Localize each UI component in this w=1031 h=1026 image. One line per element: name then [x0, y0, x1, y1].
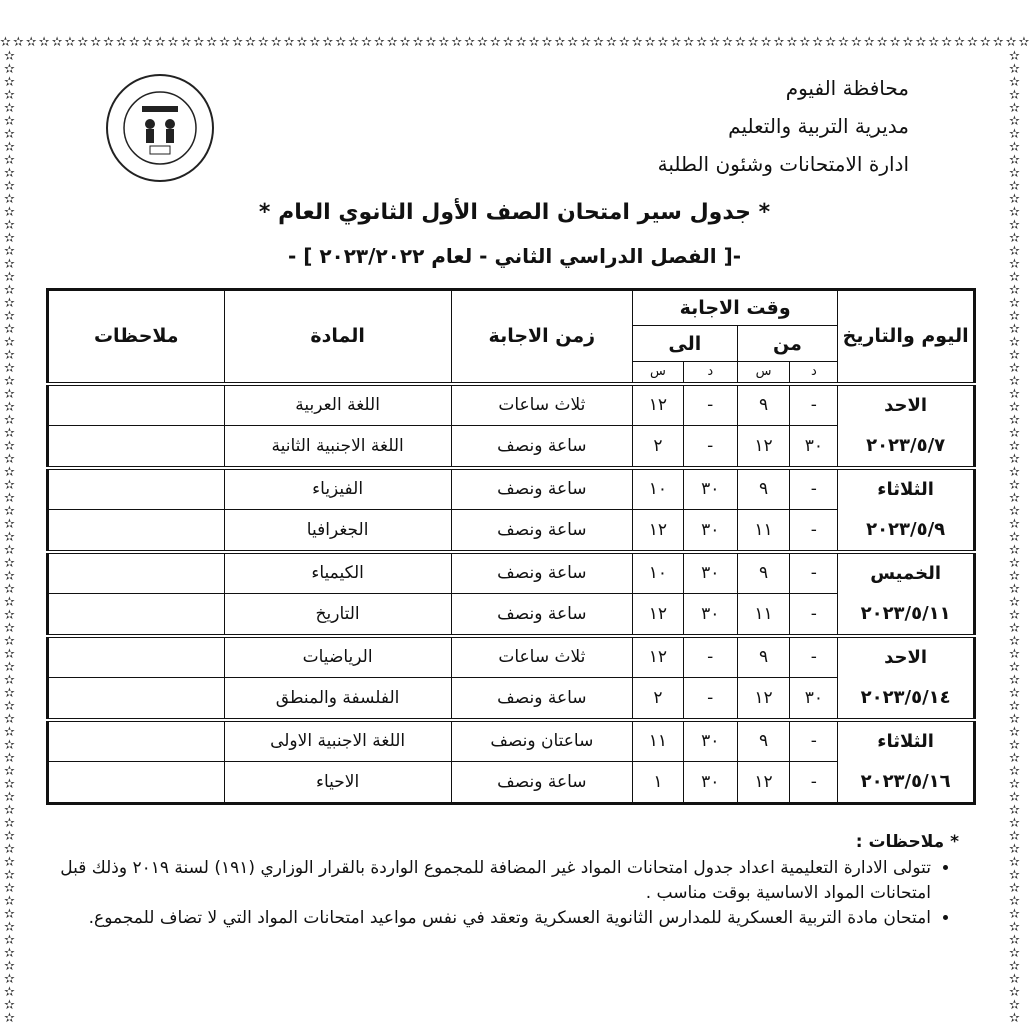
to-hr-cell: ١٠: [633, 468, 684, 510]
exam-date: ٢٠٢٣/٥/٩: [866, 518, 946, 540]
subject-cell: التاريخ: [224, 594, 451, 636]
from-min-cell: -: [790, 594, 838, 636]
subject-cell: الجغرافيا: [224, 510, 451, 552]
from-min-cell: -: [790, 468, 838, 510]
duration-cell: ساعة ونصف: [451, 468, 632, 510]
day-name: الثلاثاء: [877, 730, 934, 752]
header-day-date: اليوم والتاريخ: [838, 290, 975, 384]
notes-section: [50, 832, 959, 931]
from-min-cell: -: [790, 720, 838, 762]
header-to: الى: [633, 326, 738, 362]
star-border-left: ✫✫✫✫✫✫✫✫✫✫✫✫✫✫✫✫✫✫✫✫✫✫✫✫✫✫✫✫✫✫✫✫✫✫✫✫✫✫✫✫✫✫✫✫✫✫✫✫✫✫✫✫✫✫✫✫✫✫✫✫✫✫✫✫✫✫✫✫✫✫✫✫✫✫✫: [4, 49, 15, 1026]
header-notes: ملاحظات: [48, 290, 225, 384]
to-min-cell: ٣٠: [683, 594, 737, 636]
to-hr-cell: ٢: [633, 678, 684, 720]
from-hr-cell: ٩: [737, 552, 790, 594]
to-min-cell: -: [683, 678, 737, 720]
header-answer-time: وقت الاجابة: [633, 290, 838, 326]
from-hr-cell: ٩: [737, 636, 790, 678]
day-date-cell: [838, 552, 975, 636]
notes-cell: [48, 384, 225, 426]
duration-cell: ساعة ونصف: [451, 594, 632, 636]
duration-cell: ساعتان ونصف: [451, 720, 632, 762]
day-name: الخميس: [870, 562, 941, 584]
from-min-cell: ٣٠: [790, 678, 838, 720]
from-min-cell: -: [790, 510, 838, 552]
to-min-cell: ٣٠: [683, 468, 737, 510]
duration-cell: ساعة ونصف: [451, 762, 632, 804]
header-from-minute: د: [790, 362, 838, 384]
star-border-top: ✫✫✫✫✫✫✫✫✫✫✫✫✫✫✫✫✫✫✫✫✫✫✫✫✫✫✫✫✫✫✫✫✫✫✫✫✫✫✫✫✫✫✫✫✫✫✫✫✫✫✫✫✫✫✫✫✫✫✫✫✫✫✫✫✫✫✫✫✫✫✫✫✫✫✫✫✫✫✫✫: [0, 35, 1031, 50]
table-row: [48, 468, 975, 510]
day-date-cell: [838, 636, 975, 720]
note-item: • امتحان مادة التربية العسكرية للمدارس الثانوية العسكرية وتعقد في نفس مواعيد امتحانات المواد التي لا تضاف للمجموع.: [50, 906, 931, 931]
to-hr-cell: ٢: [633, 426, 684, 468]
table-row: [48, 552, 975, 594]
department: ادارة الامتحانات وشئون الطلبة: [657, 152, 909, 176]
from-hr-cell: ٩: [737, 384, 790, 426]
duration-cell: ساعة ونصف: [451, 510, 632, 552]
to-min-cell: ٣٠: [683, 552, 737, 594]
from-hr-cell: ١٢: [737, 678, 790, 720]
from-min-cell: -: [790, 552, 838, 594]
from-min-cell: -: [790, 762, 838, 804]
to-min-cell: ٣٠: [683, 762, 737, 804]
subject-cell: اللغة الاجنبية الثانية: [224, 426, 451, 468]
table-row: [48, 510, 975, 552]
day-name: الاحد: [884, 646, 928, 668]
notes-cell: [48, 552, 225, 594]
to-min-cell: -: [683, 426, 737, 468]
subject-cell: الفيزياء: [224, 468, 451, 510]
subject-cell: الكيمياء: [224, 552, 451, 594]
notes-cell: [48, 468, 225, 510]
notes-cell: [48, 678, 225, 720]
page-subtitle: -[ الفصل الدراسي الثاني - لعام ٢٠٢٣/٢٠٢٢ ] -: [287, 244, 742, 268]
from-min-cell: -: [790, 384, 838, 426]
day-name: الثلاثاء: [877, 478, 934, 500]
from-hr-cell: ١٢: [737, 762, 790, 804]
to-hr-cell: ١: [633, 762, 684, 804]
table-row: [48, 594, 975, 636]
note-item: • تتولى الادارة التعليمية اعداد جدول امتحانات المواد غير المضافة للمجموع الواردة بالقرار الوزاري (١٩١) لسنة ٢٠١٩ وذلك قبل امتحانات المواد الاساسية بوقت مناسب .: [50, 856, 931, 906]
notes-cell: [48, 426, 225, 468]
exam-date: ٢٠٢٣/٥/١١: [860, 602, 951, 624]
exam-date: ٢٠٢٣/٥/٧: [866, 434, 946, 456]
governorate: محافظة الفيوم: [785, 76, 909, 100]
subject-cell: اللغة العربية: [224, 384, 451, 426]
to-min-cell: ٣٠: [683, 720, 737, 762]
notes-cell: [48, 762, 225, 804]
notes-cell: [48, 720, 225, 762]
duration-cell: ساعة ونصف: [451, 678, 632, 720]
duration-cell: ثلاث ساعات: [451, 384, 632, 426]
table-row: [48, 384, 975, 426]
table-row: [48, 426, 975, 468]
from-hr-cell: ١١: [737, 594, 790, 636]
exam-schedule-table: [46, 288, 976, 805]
day-date-cell: [838, 720, 975, 804]
to-hr-cell: ١١: [633, 720, 684, 762]
notes-heading: * ملاحظات :: [855, 832, 959, 852]
day-date-cell: [838, 468, 975, 552]
table-row: [48, 720, 975, 762]
exam-date: ٢٠٢٣/٥/١٦: [860, 770, 951, 792]
duration-cell: ثلاث ساعات: [451, 636, 632, 678]
to-min-cell: -: [683, 636, 737, 678]
to-hr-cell: ١٢: [633, 636, 684, 678]
header-from: من: [737, 326, 838, 362]
from-min-cell: ٣٠: [790, 426, 838, 468]
subject-cell: الفلسفة والمنطق: [224, 678, 451, 720]
notes-cell: [48, 510, 225, 552]
subject-cell: اللغة الاجنبية الاولى: [224, 720, 451, 762]
to-min-cell: -: [683, 384, 737, 426]
from-hr-cell: ١٢: [737, 426, 790, 468]
header-subject: المادة: [224, 290, 451, 384]
table-row: [48, 762, 975, 804]
from-hr-cell: ١١: [737, 510, 790, 552]
day-date-cell: [838, 384, 975, 468]
subject-cell: الرياضيات: [224, 636, 451, 678]
to-hr-cell: ١٠: [633, 552, 684, 594]
subject-cell: الاحياء: [224, 762, 451, 804]
header-from-hour: س: [737, 362, 790, 384]
from-hr-cell: ٩: [737, 468, 790, 510]
directorate: مديرية التربية والتعليم: [728, 114, 909, 138]
from-hr-cell: ٩: [737, 720, 790, 762]
notes-cell: [48, 594, 225, 636]
header-to-hour: س: [633, 362, 684, 384]
to-hr-cell: ١٢: [633, 594, 684, 636]
exam-date: ٢٠٢٣/٥/١٤: [860, 686, 951, 708]
to-hr-cell: ١٢: [633, 384, 684, 426]
page-title: * جدول سير امتحان الصف الأول الثانوي العام *: [258, 200, 771, 225]
header-to-minute: د: [683, 362, 737, 384]
to-hr-cell: ١٢: [633, 510, 684, 552]
star-border-right: ✫✫✫✫✫✫✫✫✫✫✫✫✫✫✫✫✫✫✫✫✫✫✫✫✫✫✫✫✫✫✫✫✫✫✫✫✫✫✫✫✫✫✫✫✫✫✫✫✫✫✫✫✫✫✫✫✫✫✫✫✫✫✫✫✫✫✫✫✫✫✫✫✫✫✫: [1009, 49, 1020, 1026]
from-min-cell: -: [790, 636, 838, 678]
directorate-seal-logo: [104, 72, 216, 184]
day-name: الاحد: [884, 394, 928, 416]
duration-cell: ساعة ونصف: [451, 552, 632, 594]
table-row: [48, 636, 975, 678]
header-duration: زمن الاجابة: [451, 290, 632, 384]
table-row: [48, 678, 975, 720]
duration-cell: ساعة ونصف: [451, 426, 632, 468]
to-min-cell: ٣٠: [683, 510, 737, 552]
notes-cell: [48, 636, 225, 678]
